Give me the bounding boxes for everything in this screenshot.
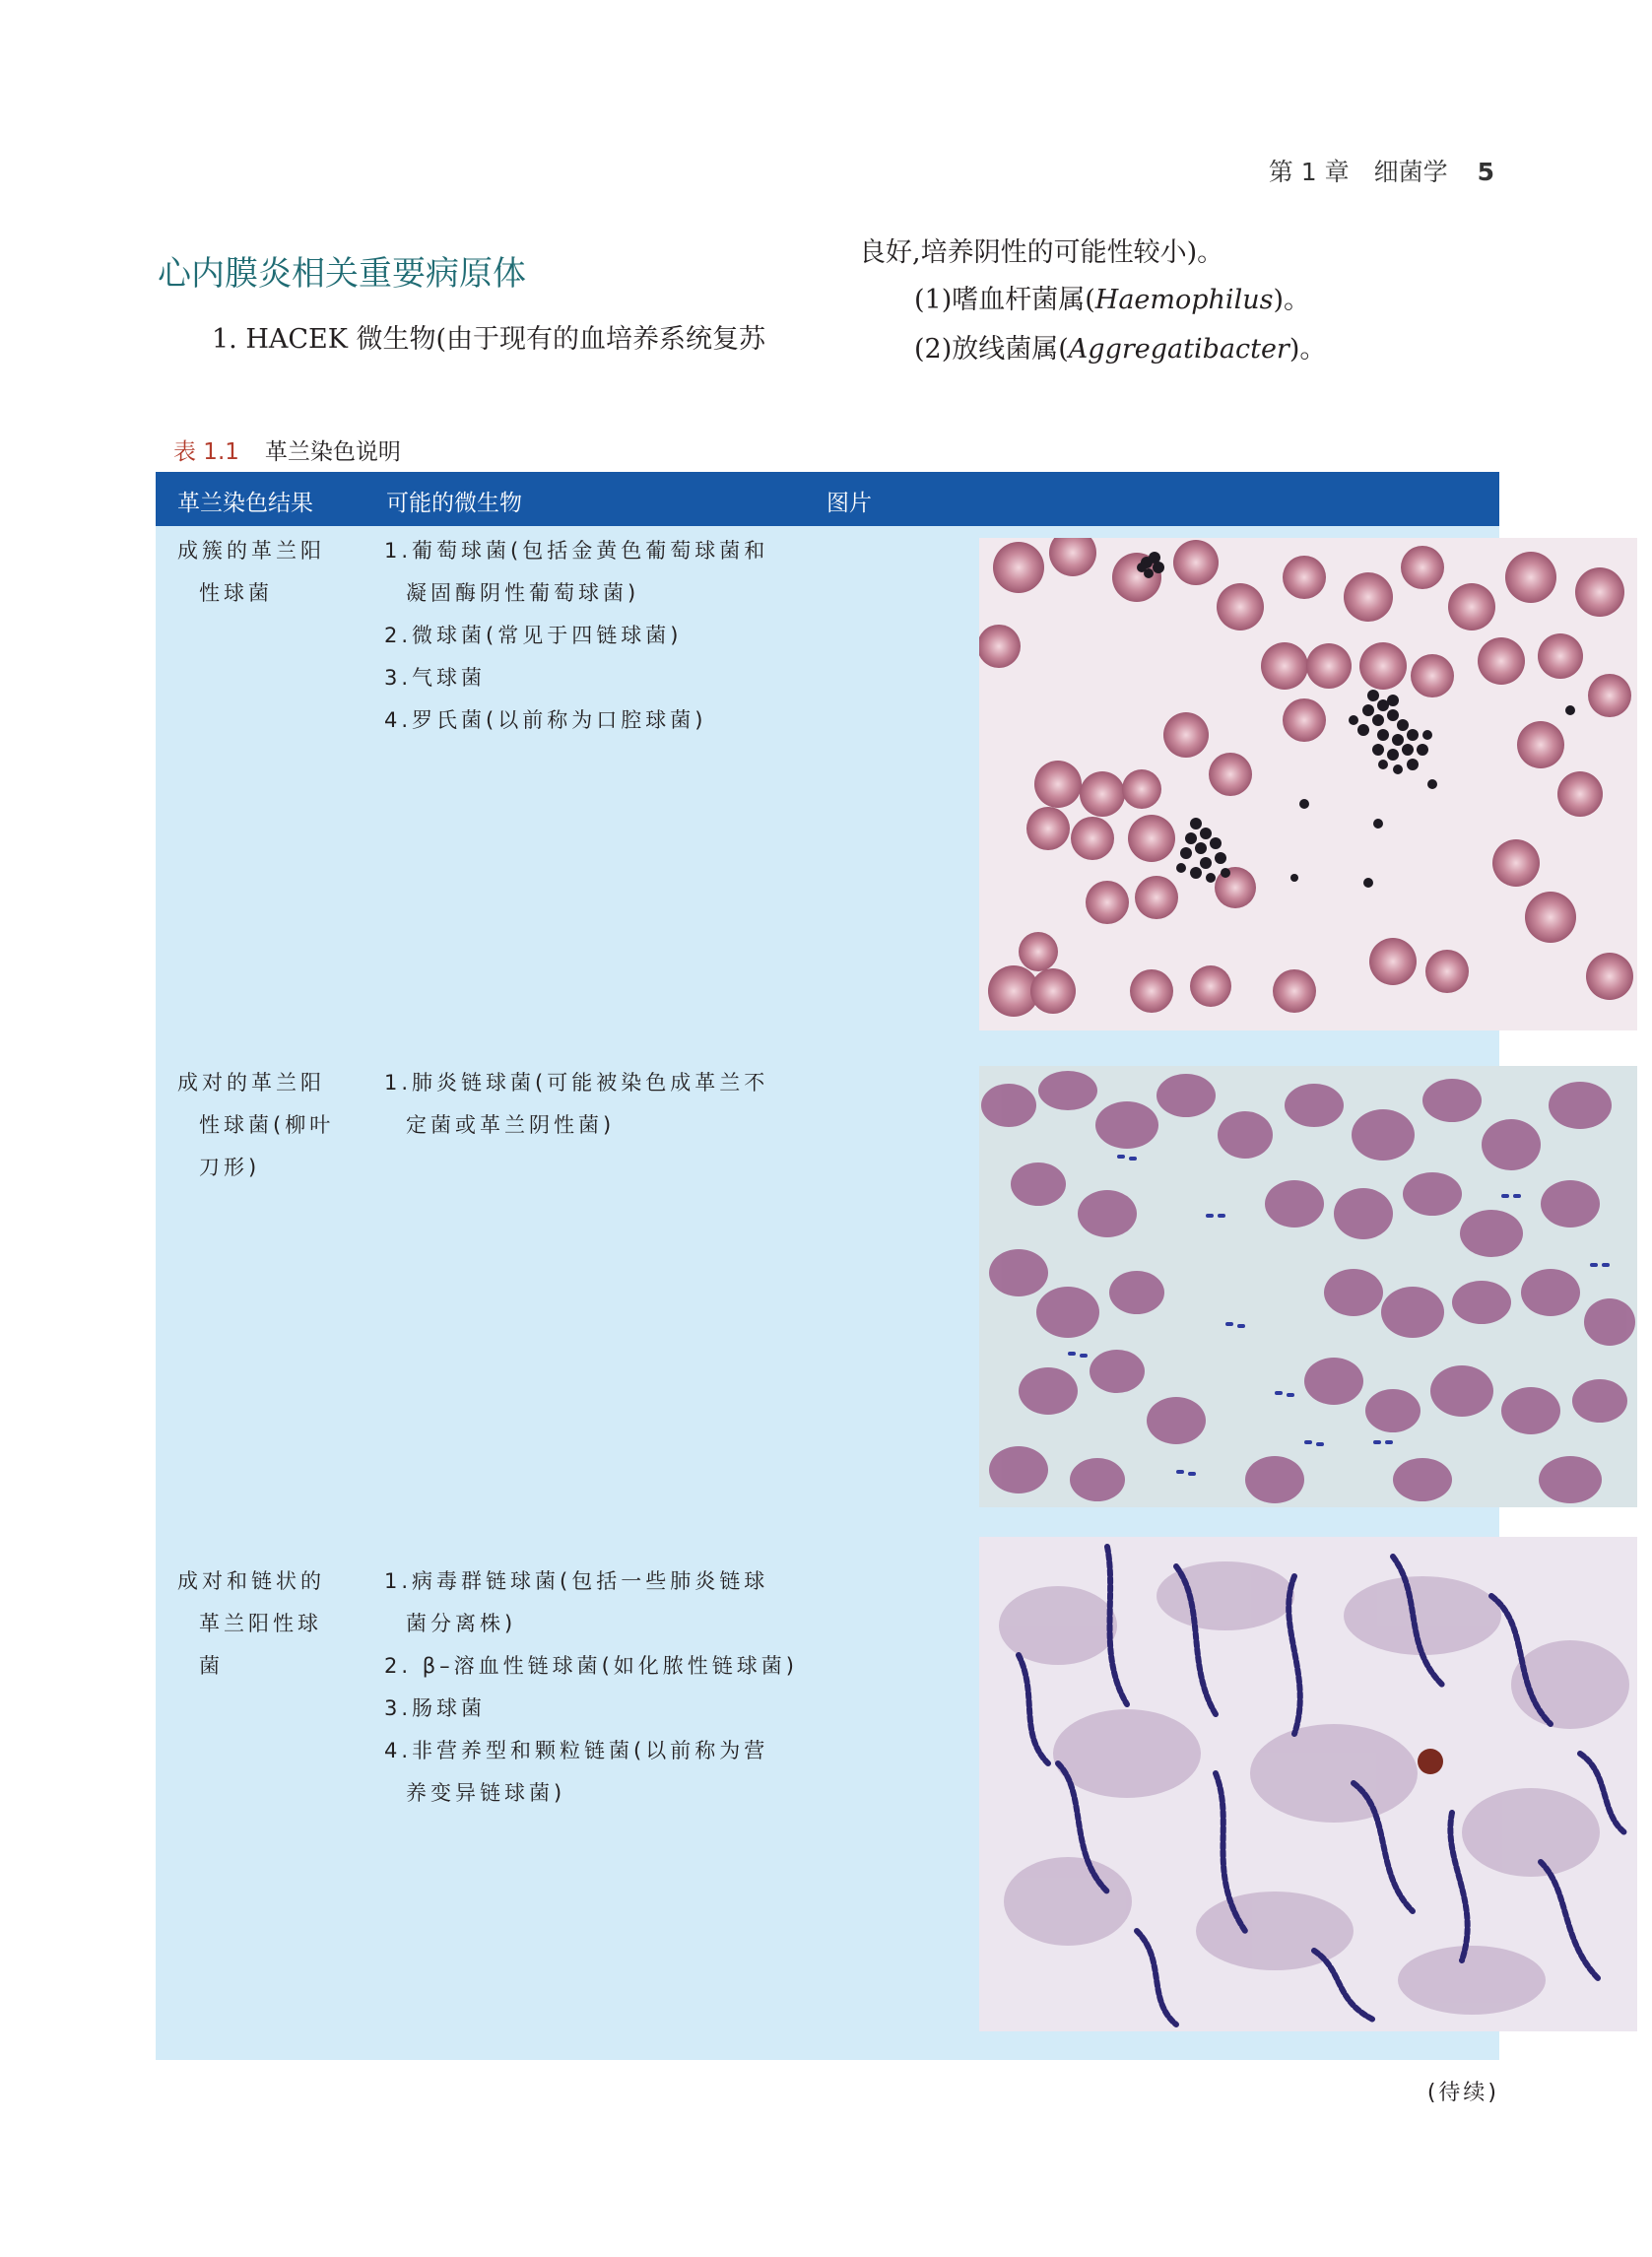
list-item-haemophilus: (1)嗜血杆菌属(Haemophilus)。 xyxy=(914,285,1310,315)
row2-organisms: 1.肺炎链球菌(可能被染色成革兰不 定菌或革兰阴性菌) xyxy=(384,1071,769,1137)
latin-haemophilus: Haemophilus xyxy=(1094,285,1274,315)
latin-aggregatibacter: Aggregatibacter xyxy=(1068,334,1289,365)
table-caption xyxy=(173,433,401,466)
continued-note: (待续) xyxy=(1426,2081,1499,2105)
table-header xyxy=(156,472,1499,526)
chapter-label: 第 1 章 细菌学 xyxy=(1268,158,1448,186)
hacek-line: 1. HACEK 微生物(由于现有的血培养系统复苏 xyxy=(212,324,766,355)
row3-result: 成对和链状的 革兰阳性球 菌 xyxy=(177,1569,325,1678)
row1-result: 成簇的革兰阳 性球菌 xyxy=(177,539,325,605)
list-item-aggregatibacter: (2)放线菌属(Aggregatibacter)。 xyxy=(914,334,1327,365)
table-number: 表 1.1 xyxy=(173,439,239,465)
table-title: 革兰染色说明 xyxy=(264,439,401,465)
running-head xyxy=(1269,153,1494,188)
page-number: 5 xyxy=(1477,158,1494,186)
header-gram-result: 革兰染色结果 xyxy=(177,491,313,516)
header-organisms: 可能的微生物 xyxy=(386,491,522,516)
table-body xyxy=(156,526,1499,2060)
header-image: 图片 xyxy=(826,491,872,516)
micrograph-pneumococci xyxy=(979,1066,1637,1507)
micrograph-staphylococci xyxy=(979,538,1637,1030)
row2-result: 成对的革兰阳 性球菌(柳叶 刀形) xyxy=(177,1071,335,1179)
section-title: 心内膜炎相关重要病原体 xyxy=(158,254,526,294)
continuation-line: 良好,培养阴性的可能性较小)。 xyxy=(859,237,1224,268)
row3-organisms: 1.病毒群链球菌(包括一些肺炎链球 菌分离株) 2. β–溶血性链球菌(如化脓性链球菌) 3.肠球菌 4.非营养型和颗粒链菌(以前称为营 养变异链球菌) xyxy=(384,1569,798,1805)
row1-organisms: 1.葡萄球菌(包括金黄色葡萄球菌和 凝固酶阴性葡萄球菌) 2.微球菌(常见于四链球菌) 3.气球菌 4.罗氏菌(以前称为口腔球菌) xyxy=(384,539,769,732)
micrograph-streptococci xyxy=(979,1537,1637,2031)
